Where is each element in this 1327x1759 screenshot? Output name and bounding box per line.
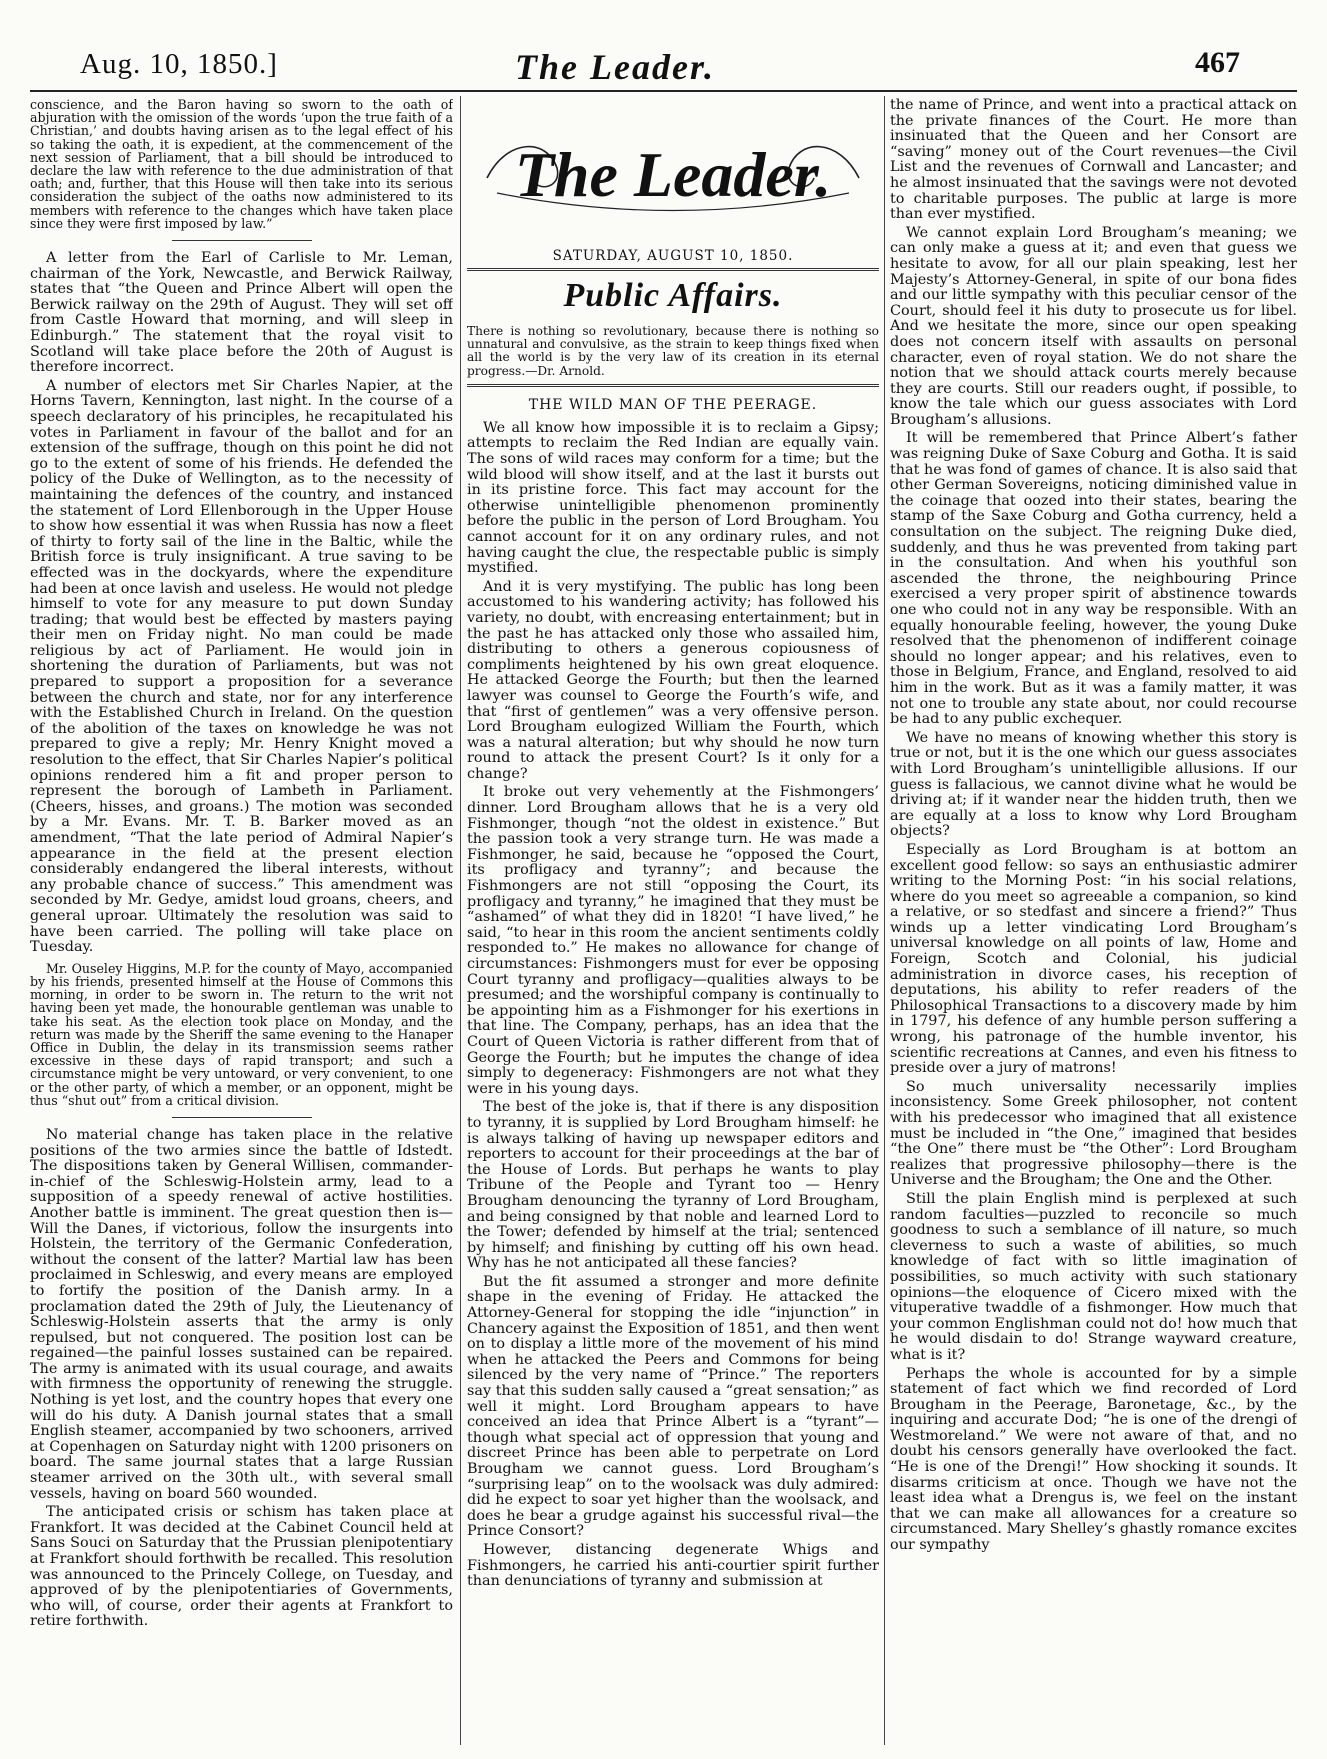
column-left xyxy=(30,98,453,1741)
news-paragraph: A number of electors met Sir Charles Napier, at the Horns Tavern, Kennington, last night. In the course of a speech declaratory of his principles, he recapitulated his votes in Parliament in favour of the ballot and for an extension of the suffrage, though on this point he did not go to the extent of some of his friends. He defended the policy of the Duke of Wellington, as to the necessity of maintaining the defences of the country, and instanced the statement of Lord Ellenborough in the Upper House to show how essential it was when Russia has now a fleet of thirty to forty sail of the line in the Baltic, while the British force is truly insignificant. A true saving to be effected was in the dockyards, where the expenditure had been at once lavish and useless. He would not pledge himself to vote for any measure to put down Sunday trading; that would best be effected by masters paying their men on Friday night. No man could be made religious by act of Parliament. He would join in shortening the duration of Parliaments, but was not prepared to support a proposition for a severance between the church and state, nor for any interference with the Established Church in Ireland. On the question of the abolition of the taxes on knowledge he was not prepared to give a reply; Mr. Henry Knight moved a resolution to the effect, that Sir Charles Napier’s political opinions rendered him a fit and proper person to represent the borough of Lambeth in Parliament. (Cheers, hisses, and groans.) The motion was seconded by a Mr. Evans. Mr. T. B. Barker moved as an amendment, “That the late period of Admiral Napier’s appearance in the field at the present election considerably endangered the liberal interests, without any probable chance of success.” This amendment was seconded by Mr. Gedye, amidst loud groans, cheers, and general uproar. Ultimately the resolution was said to have been carried. The polling will take place on Tuesday. xyxy=(30,377,453,956)
column-right xyxy=(890,98,1297,1741)
page-header xyxy=(0,0,1327,92)
article-title: THE WILD MAN OF THE PEERAGE. xyxy=(528,396,818,413)
article-paragraph: Especially as Lord Brougham is at bottom an excellent good fellow: so says an enthusiastic admirer writing to the Morning Post: “in his social relations, where do you meet so agreeable a companion, so kind a relative, or so stedfast and sincere a friend?” Thus winds up a letter vindicating Lord Brougham’s universal knowledge on all points of law, Home and Foreign, Scotch and Colonial, his judicial administration in divorce cases, his reception of deputations, his ability to refer readers of the Philosophical Transactions to a discovery made by him in 1797, his defence of any humble person suffering a wrong, his patronage of the humble inventor, his scientific recreations at Cannes, and even his fitness to preside over a jury of matrons! xyxy=(890,841,1297,1077)
article-paragraph: We all know how impossible it is to reclaim a Gipsy; attempts to reclaim the Red Indian are equally vain. The sons of wild races may conform for a time; but the wild blood will show itself, and at the last it bursts out in its pristine force. This fact may account for the otherwise unintelligible phenomenon prominently before the public in the person of Lord Brougham. You cannot account for it on any ordinary rules, and not having caught the clue, the respectable public is simply mystified. xyxy=(467,419,879,577)
news-paragraph: No material change has taken place in the relative positions of the two armies since the battle of Idstedt. The dispositions taken by General Willisen, commander-in-chief of the Schleswig-Holstein army, lead to a supposition of a speedy renewal of active hostilities. Another battle is imminent. The great question then is—Will the Danes, if victorious, follow the insurgents into Holstein, the territory of the Germanic Confederation, without the consent of the latter? Martial law has been proclaimed in Schleswig, and every means are employed to fortify the position of the Danish army. In a proclamation dated the 29th of July, the Lieutenancy of Schleswig-Holstein asserts that the army is only repulsed, but not conquered. The position lost can be regained—the painful losses sustained can be repaired. The army is animated with its usual courage, and awaits with firmness the opportunity of renewing the struggle. Nothing is yet lost, and the country hopes that every one will do his duty. A Danish journal states that a small English steamer, accompanied by two schooners, arrived at Copenhagen on Saturday night with 1200 prisoners on board. The same journal states that a large Russian steamer arrived on the 30th ult., with several small vessels, having on board 560 wounded. xyxy=(30,1126,453,1502)
page-number: 467 xyxy=(1195,46,1240,79)
article-paragraph: We cannot explain Lord Brougham’s meaning; we can only make a guess at it; and even that guess we hesitate to avow, for all our plain speaking, lest her Majesty’s Attorney-General, in spite of our bona fides and our little sympathy with this peculiar censor of the Court, should feel it his duty to prosecute us for libel. And we hesitate the more, since our open speaking does not concern itself with assaults on personal character, even of royal station. We do not share the notion that we should attack courts merely because they are courts. Still our readers ought, if possible, to know the tale which our guess associates with Lord Brougham’s allusions. xyxy=(890,224,1297,428)
article-paragraph: So much universality necessarily implies inconsistency. Some Greek philosopher, not content with his predecessor who imagined that all existence must be included in “the One,” imagined that besides “the One” there must be “the Other”: Lord Brougham realizes that progressive philosophy—there is the Universe and the Brougham; the One and the Other. xyxy=(890,1078,1297,1189)
separator-rule xyxy=(172,240,312,241)
article-paragraph: The best of the joke is, that if there is any disposition to tyranny, it is supplied by Lord Brougham himself: he is always talking of having up newspaper editors and reporters to account for their proceedings at the bar of the House of Lords. But perhaps he wants to play Tribune of the People and Tyrant too — Henry Brougham denouncing the tyranny of Lord Brougham, and being consigned by that noble and learned Lord to the Tower; defended by himself at the trial; sentenced by himself; and finishing by cutting off his own head. Why has he not anticipated all these fancies? xyxy=(467,1099,879,1272)
header-title: The Leader. xyxy=(515,47,715,87)
separator-rule xyxy=(172,1117,312,1118)
article-paragraph: It broke out very vehemently at the Fishmongers’ dinner. Lord Brougham allows that he is a very old Fishmonger, though “not the oldest in existence.” But the passion took a very strange turn. He was made a Fishmonger, he said, because he “opposed the Court, its profligacy and tyranny”; and because the Fishmongers are not still “opposing the Court, its profligacy and tyranny,” he imagined that they must be “ashamed” of what they did in 1820! “I have lived,” he said, “to hear in this room the ancient sentiments coldly responded to.” He makes no allowance for change of circumstances: Fishmongers must for ever be opposing Court tyranny and profligacy—qualities always to be presumed; and the worshipful company is continually to be appointing him as a Fishmonger for his exertions in that line. The Company, perhaps, has an idea that the Court of Queen Victoria is rather different from that of George the Fourth; but he imputes the change of idea simply to degeneracy: Fishmongers are not what they were in his young days. xyxy=(467,784,879,1097)
masthead xyxy=(467,98,879,248)
article-paragraph: But the fit assumed a stronger and more definite shape in the evening of Friday. He attacked the Attorney-General for stopping the idle “injunction” in Chancery against the Exposition of 1851, and then went on to display a little more of the movement of his mind when he attacked the Peers and Commons for being silenced by the very name of “Prince.” The reporters say that this sudden sally caused a “great sensation;” as well it might. Lord Brougham appears to have conceived an idea that Prince Albert is a “tyrant”—though what special act of oppression that young and discreet Prince has been able to perpetrate on Lord Brougham we cannot guess. Lord Brougham’s “surprising leap” on to the woolsack was duly admired: did he expect to soar yet higher than the woolsack, and does he bear a grudge against his successful rival—the Prince Consort? xyxy=(467,1273,879,1540)
column-divider xyxy=(460,96,461,1745)
section-title: Public Affairs. xyxy=(563,277,783,314)
news-paragraph: The anticipated crisis or schism has taken place at Frankfort. It was decided at the Cabinet Council held at Sans Souci on Saturday that the Prussian plenipotentiary at Frankfort should forthwith be recalled. This resolution was announced to the Princely College, on Tuesday, and approved of by the plenipotentiaries of Governments, who will, of course, order their agents at Frankfort to retire forthwith. xyxy=(30,1504,453,1630)
column-divider xyxy=(884,96,885,1745)
quote-paragraph: conscience, and the Baron having so sworn to the oath of abjuration with the omission of the words ‘upon the true faith of a Christian,’ and doubts having arisen as to the legal effect of his so taking the oath, it is expedient, at the commencement of the next session of Parliament, that a bill should be introduced to declare the law with reference to the due administration of that oath; and, further, that this House will then take into its serious consideration the subject of the oaths now administered to its members with reference to the changes which have taken place since they were first imposed by law.” xyxy=(30,98,453,231)
article-paragraph: And it is very mystifying. The public has long been accustomed to his wandering activity; has followed his variety, no doubt, with encreasing entertainment; but in the past he has attacked only those who assailed him, distributing to others a generous copiousness of compliments heightened by his own great eloquence. He attacked George the Fourth; but then the learned lawyer was counsel to George the Fourth’s wife, and that “first of gentlemen” was a very offensive person. Lord Brougham eulogized William the Fourth, which was a natural alteration; but why should he now turn round to attack the present Court? Is it only for a change? xyxy=(467,578,879,782)
article-paragraph: Perhaps the whole is accounted for by a simple statement of fact which we find recorded of Lord Brougham in the Peerage, Baronetage, &c., by the inquiring and accurate Dod; “he is one of the drengi of Westmoreland.” We were not aware of that, and no doubt his censors generally have overlooked the fact. “He is one of the Drengi!” How shocking it sounds. It disarms criticism at once. Though we have not the least idea what a Drengus is, we feel on the instant that we can make all allowances for a creature so circumstanced. Mary Shelley’s ghastly romance excites our sympathy xyxy=(890,1365,1297,1554)
news-paragraph: A letter from the Earl of Carlisle to Mr. Leman, chairman of the York, Newcastle, and Berwick Railway, states that “the Queen and Prince Albert will open the Berwick railway on the 29th of August. They will set off from Castle Howard that morning, and will sleep in Edinburgh.” The statement that the royal visit to Scotland will take place before the 20th of August is therefore incorrect. xyxy=(30,250,453,376)
article-paragraph: the name of Prince, and went into a practical attack on the private finances of the Court. He more than insinuated that the Queen and her Consort are “saving” money out of the Court revenues—the Civil List and the revenues of Cornwall and Lancaster; and he almost insinuated that the savings were not devoted to charitable purposes. The public at large is more than ever mystified. xyxy=(890,98,1297,223)
header-rule xyxy=(30,90,1297,92)
news-paragraph: Mr. Ouseley Higgins, M.P. for the county of Mayo, accompanied by his friends, presented himself at the House of Commons this morning, in order to be sworn in. The return to the writ not having been yet made, the honourable gentleman was unable to take his seat. As the election took place on Monday, and the return was made by the Sheriff the same evening to the Hanaper Office in Dublin, the delay in its transmission seems rather excessive in these days of rapid transport; and such a circumstance might be very untoward, or very convenient, to one or the other party, of which a member, or an opponent, might be thus “shut out” from a critical division. xyxy=(30,960,453,1108)
double-rule xyxy=(467,268,879,271)
article-paragraph: We have no means of knowing whether this story is true or not, but it is the one which our guess associates with Lord Brougham’s unintelligible allusions. If our guess is fallacious, we cannot divine what he would be driving at; if it wander near the hidden truth, then we are equally at a loss to know why Lord Brougham objects? xyxy=(890,729,1297,840)
masthead-word: The Leader. xyxy=(514,139,832,210)
epigraph: There is nothing so revolutionary, because there is nothing so unnatural and convulsive, as the strain to keep things fixed when all the world is by the very law of its creation in its eternal progress.—Dr. Arnold. xyxy=(467,324,879,378)
column-middle xyxy=(467,98,879,1741)
masthead-date: SATURDAY, AUGUST 10, 1850. xyxy=(552,248,794,264)
article-paragraph: However, distancing degenerate Whigs and Fishmongers, he carried his anti-courtier spirit further than denunciations of tyranny and submission at xyxy=(467,1541,879,1590)
header-date: Aug. 10, 1850.] xyxy=(80,48,278,80)
article-paragraph: It will be remembered that Prince Albert’s father was reigning Duke of Saxe Coburg and Gotha. It is said that he was fond of games of chance. It is also said that other German Sovereigns, noticing diminished value in the coinage that oozed into their states, bearing the stamp of the Saxe Coburg and Gotha currency, held a consultation on the subject. The reigning Duke died, suddenly, and thus he was prevented from taking part in the consultation. And when his youthful son ascended the throne, the neighbouring Prince exercised a very proper spirit of abstinence towards one who could not in any way be responsible. With an equally honourable feeling, however, the young Duke resolved that the phenomenon of indifferent coinage should no longer appear; and his relatives, even to those in Belgium, France, and England, resolved to aid him in the work. But as it was a family matter, it was not one to trouble any state about, nor could recourse be had to any public exchequer. xyxy=(890,430,1297,728)
article-paragraph: Still the plain English mind is perplexed at such random faculties—puzzled to reconcile so much goodness to such a semblance of ill nature, so much cleverness to such a waste of abilities, so much knowledge of fact with so little imagination of possibilities, so much activity with such stationary opinions—the eloquence of Cicero mixed with the vituperative twaddle of a fishmonger. How much that your common Englishman could not do! how much that he would disdain to do! Strange wayward creature, what is it? xyxy=(890,1190,1297,1363)
masthead-logo xyxy=(467,98,879,248)
double-rule xyxy=(467,384,879,387)
